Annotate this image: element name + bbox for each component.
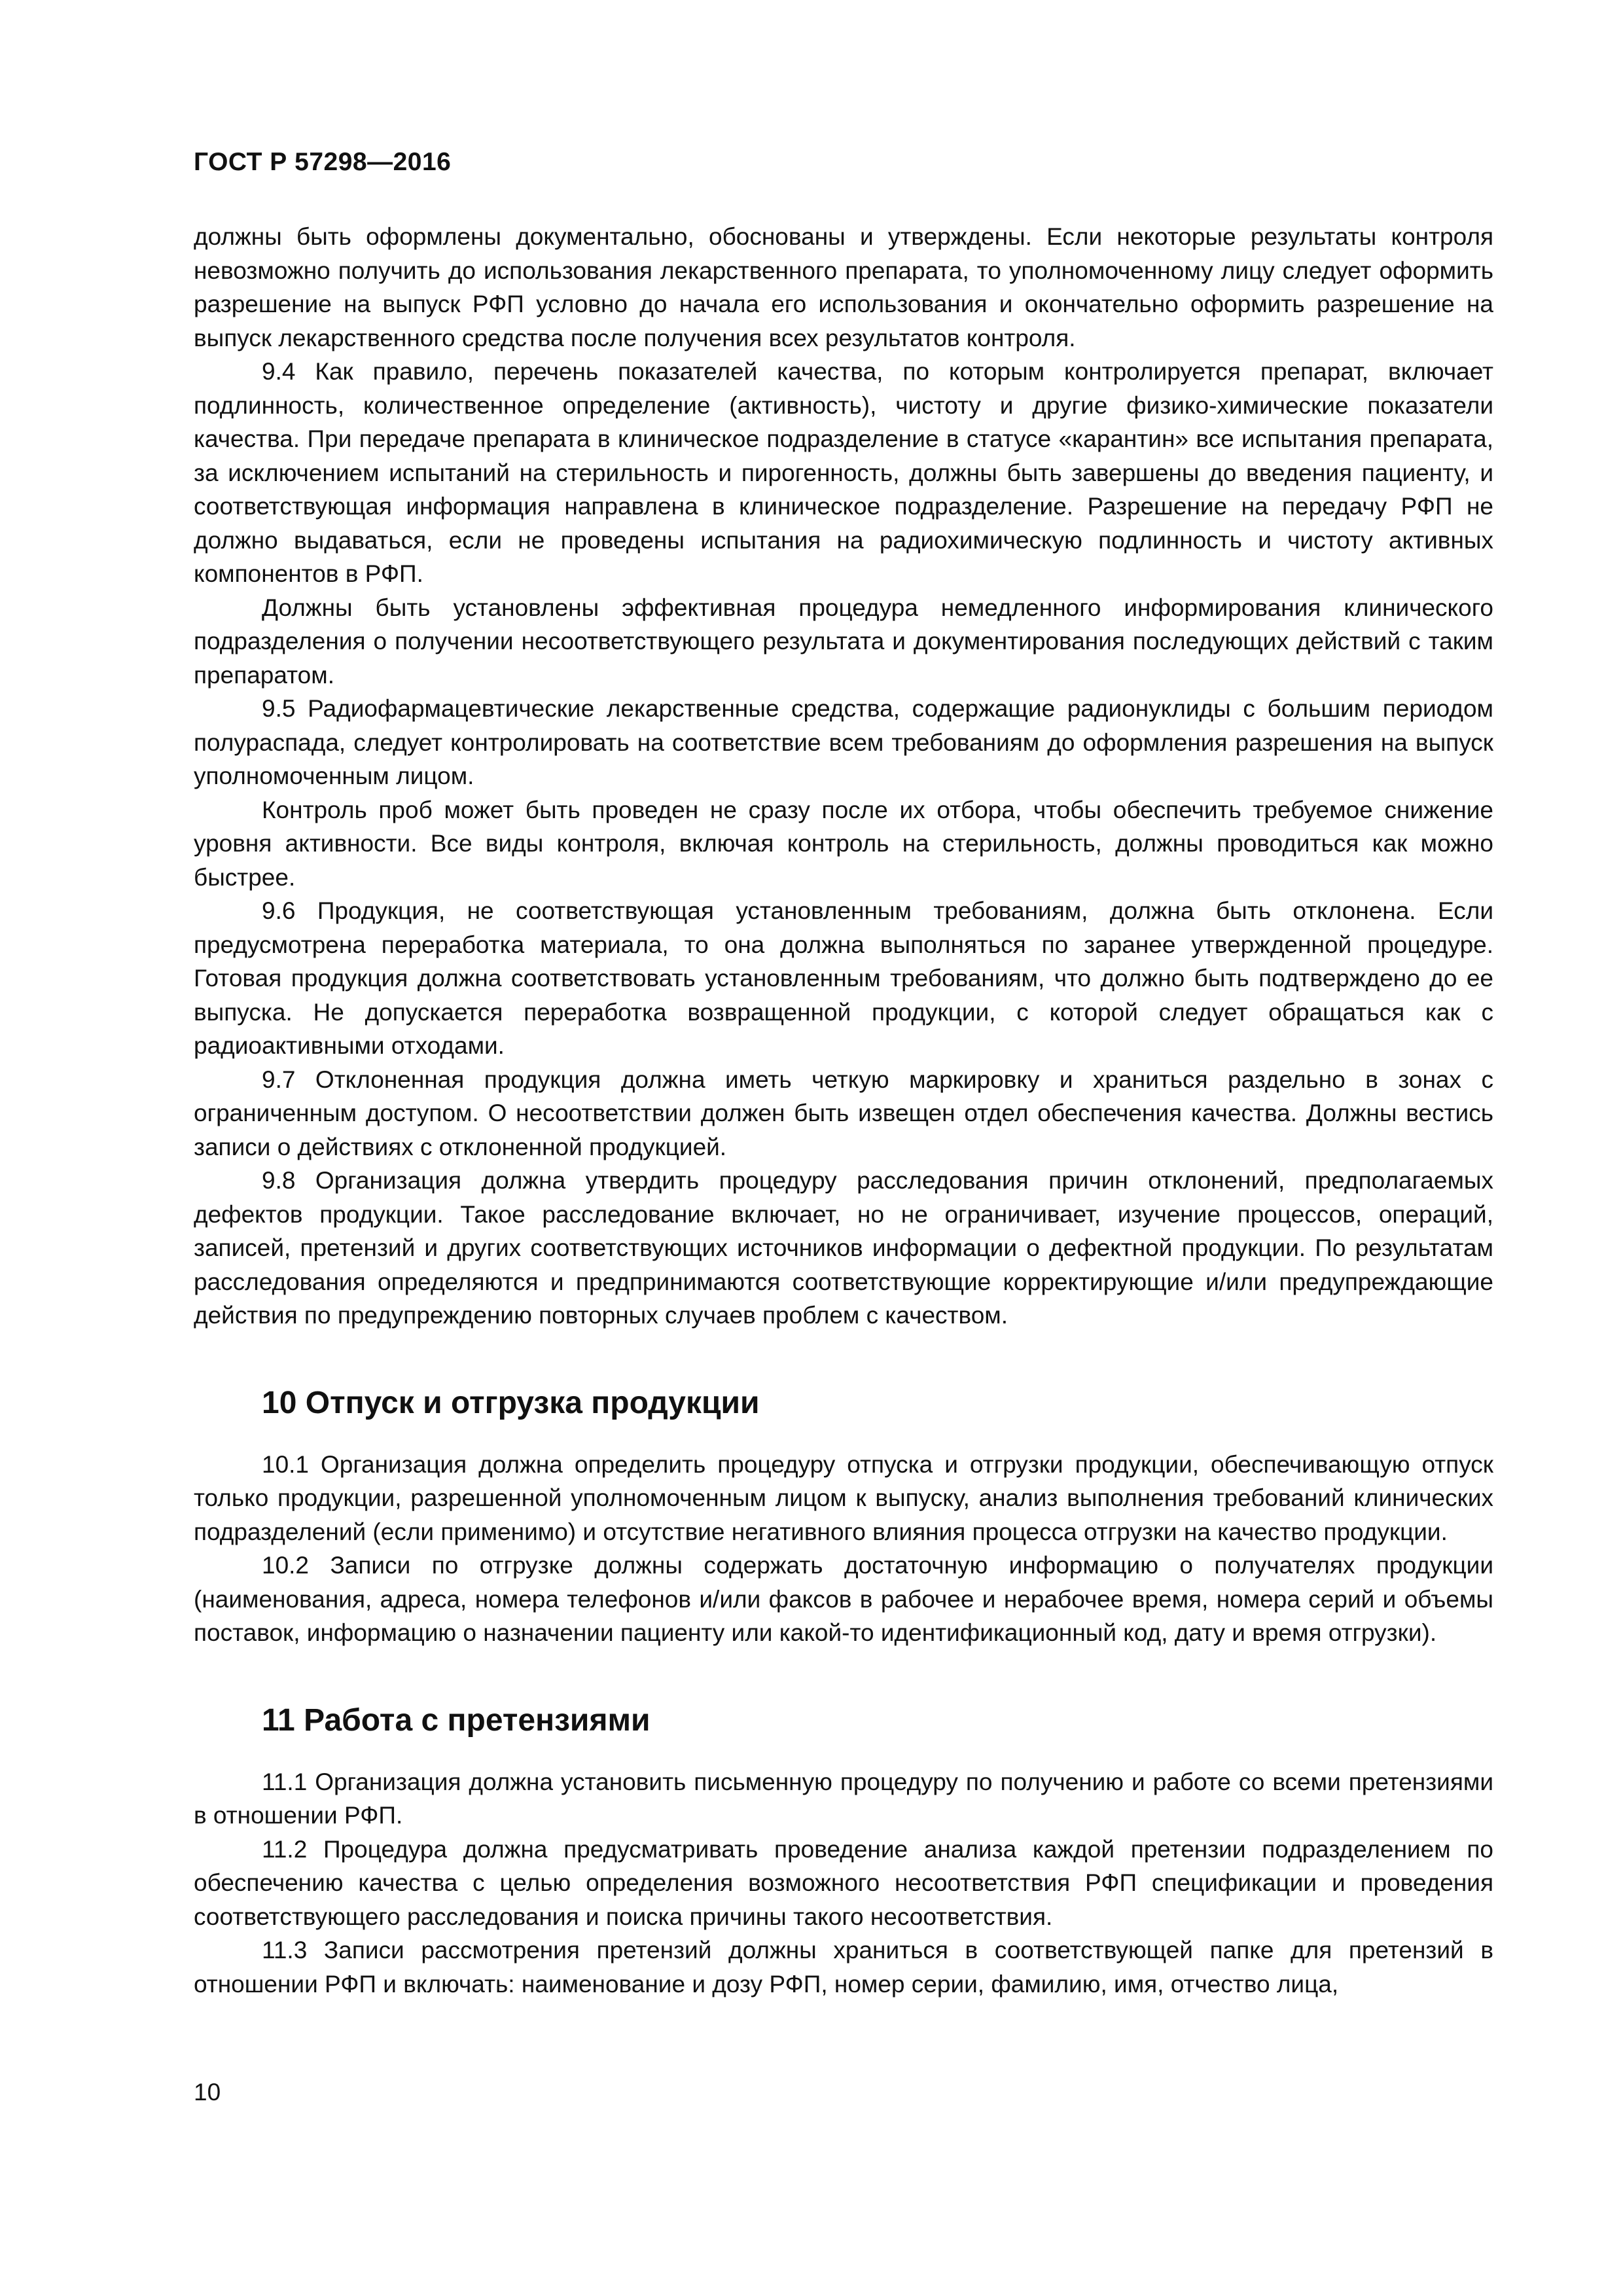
- section-heading-11: 11 Работа с претензиями: [262, 1702, 651, 1738]
- paragraph-10-2: 10.2 Записи по отгрузке должны содержать достаточную информацию о получателях продукции (наименования, адреса, номера телефонов и/или факсов в рабочее и нерабочее время, номера серий и объемы поставок, информацию о назначении пациенту или какой-то идентификационный код, дату и время отгрузки).: [194, 1552, 1493, 1646]
- document-body: [194, 220, 1493, 2001]
- paragraph-11-2: 11.2 Процедура должна предусматривать проведение анализа каждой претензии подразделением по обеспечению качества с целью определения возможного несоответствия РФП спецификации и проведения соответствующего расследования и поиска причины такого несоответствия.: [194, 1835, 1493, 1930]
- paragraph-9-4: 9.4 Как правило, перечень показателей качества, по которым контролируется препарат, включает подлинность, количественное определение (активность), чистоту и другие физико-химические показатели качества. При передаче препарата в клиническое подразделение в статусе «карантин» все испытания препарата, за исключением испытаний на стерильность и пирогенность, должны быть завершены до введения пациенту, и соответствующая информация направлена в клиническое подразделение. Разрешение на передачу РФП не должно выдаваться, если не проведены испытания на радиохимическую подлинность и чистоту активных компонентов в РФП.: [194, 358, 1493, 587]
- section-heading-10: 10 Отпуск и отгрузка продукции: [262, 1385, 760, 1420]
- page-number: 10: [194, 2079, 221, 2106]
- paragraph-11-1: 11.1 Организация должна установить письменную процедуру по получению и работе со всеми претензиями в отношении РФП.: [194, 1768, 1493, 1829]
- paragraph-9-8: 9.8 Организация должна утвердить процедуру расследования причин отклонений, предполагаемых дефектов продукции. Такое расследование включает, но не ограничивает, изучение процессов, операций, записей, претензий и других соответствующих источников информации о дефектной продукции. По результатам расследования определяются и предпринимаются соответствующие корректирующие и/или предупреждающие действия по предупреждению повторных случаев проблем с качеством.: [194, 1167, 1493, 1329]
- document-header: ГОСТ Р 57298—2016: [194, 148, 452, 176]
- paragraph-9-7: 9.7 Отклоненная продукция должна иметь четкую маркировку и храниться раздельно в зонах с ограниченным доступом. О несоответствии должен быть извещен отдел обеспечения качества. Должны вестись записи о действиях с отклоненной продукцией.: [194, 1066, 1493, 1160]
- paragraph-11-3: 11.3 Записи рассмотрения претензий должны храниться в соответствующей папке для претензий в отношении РФП и включать: наименование и дозу РФП, номер серии, фамилию, имя, отчество лица,: [194, 1937, 1493, 1998]
- paragraph-9-4-b: Должны быть установлены эффективная процедура немедленного информирования клинического подразделения о получении несоответствующего результата и документирования последующих действий с таким препаратом.: [194, 594, 1493, 689]
- paragraph-9-3-continued: должны быть оформлены документально, обоснованы и утверждены. Если некоторые результаты контроля невозможно получить до использования лекарственного препарата, то уполномоченному лицу следует оформить разрешение на выпуск РФП условно до начала его использования и окончательно оформить разрешение на выпуск лекарственного средства после получения всех результатов контроля.: [194, 223, 1493, 351]
- paragraph-9-6: 9.6 Продукция, не соответствующая установленным требованиям, должна быть отклонена. Если предусмотрена переработка материала, то она должна выполняться по заранее утвержденной процедуре. Готовая продукция должна соответствовать установленным требованиям, что должно быть подтверждено до ее выпуска. Не допускается переработка возвращенной продукции, с которой следует обращаться как с радиоактивными отходами.: [194, 897, 1493, 1059]
- paragraph-9-5: 9.5 Радиофармацевтические лекарственные средства, содержащие радионуклиды с большим периодом полураспада, следует контролировать на соответствие всем требованиям до оформления разрешения на выпуск уполномоченным лицом.: [194, 695, 1493, 789]
- paragraph-10-1: 10.1 Организация должна определить процедуру отпуска и отгрузки продукции, обеспечивающую отпуск только продукции, разрешенной уполномоченным лицом к выпуску, анализ выполнения требований клинических подразделений (если применимо) и отсутствие негативного влияния процесса отгрузки на качество продукции.: [194, 1450, 1493, 1545]
- paragraph-9-5-b: Контроль проб может быть проведен не сразу после их отбора, чтобы обеспечить требуемое снижение уровня активности. Все виды контроля, включая контроль на стерильность, должны проводиться как можно быстрее.: [194, 796, 1493, 891]
